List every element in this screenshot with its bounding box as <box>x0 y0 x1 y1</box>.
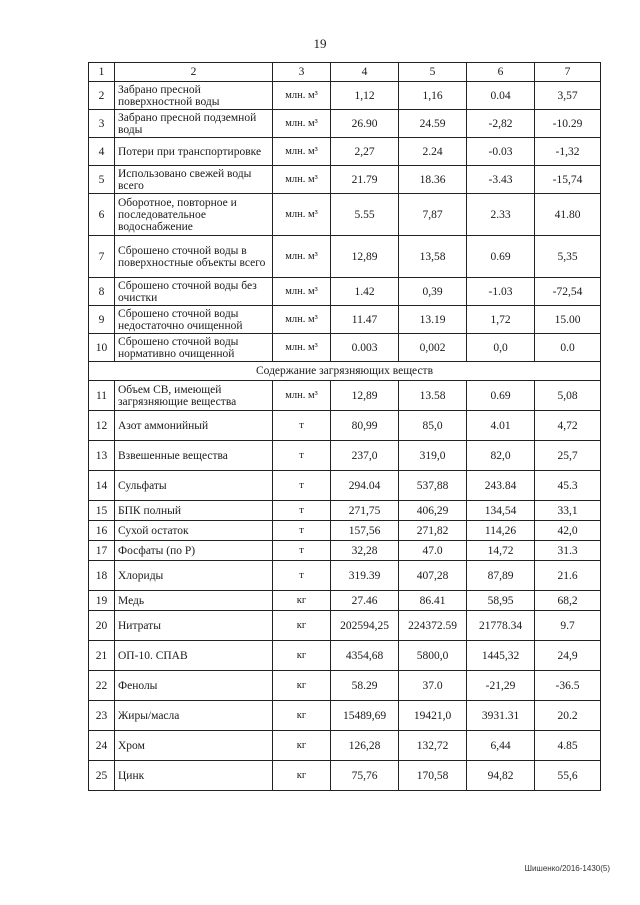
value-col4: 12,89 <box>331 236 399 278</box>
table-row <box>89 236 601 278</box>
value-col5: 13.19 <box>399 306 467 334</box>
table-row <box>89 166 601 194</box>
value-col6: 3931.31 <box>467 701 535 731</box>
unit-cell: т <box>273 561 331 591</box>
value-col5: 271,82 <box>399 521 467 541</box>
value-col6: 114,26 <box>467 521 535 541</box>
table-row <box>89 521 601 541</box>
value-col4: 202594,25 <box>331 611 399 641</box>
indicator-name: Сухой остаток <box>115 521 273 541</box>
unit-cell: т <box>273 541 331 561</box>
value-col6: 0.69 <box>467 236 535 278</box>
footer-code: Шишенко/2016-1430(5) <box>524 864 610 873</box>
indicator-name: Забрано пресной подземной воды <box>115 110 273 138</box>
value-col7: 45.3 <box>535 471 601 501</box>
value-col6: -1.03 <box>467 278 535 306</box>
value-col7: 21.6 <box>535 561 601 591</box>
table-row <box>89 138 601 166</box>
row-number: 14 <box>89 471 115 501</box>
row-number: 3 <box>89 110 115 138</box>
row-number: 11 <box>89 381 115 411</box>
value-col5: 537,88 <box>399 471 467 501</box>
table-row <box>89 501 601 521</box>
unit-cell: млн. м³ <box>273 82 331 110</box>
header-cell: 6 <box>467 63 535 82</box>
value-col4: 4354,68 <box>331 641 399 671</box>
value-col4: 27.46 <box>331 591 399 611</box>
value-col4: 58.29 <box>331 671 399 701</box>
row-number: 20 <box>89 611 115 641</box>
table-row <box>89 641 601 671</box>
row-number: 13 <box>89 441 115 471</box>
value-col4: 75,76 <box>331 761 399 791</box>
indicator-name: БПК полный <box>115 501 273 521</box>
row-number: 15 <box>89 501 115 521</box>
value-col7: -1,32 <box>535 138 601 166</box>
value-col7: 42,0 <box>535 521 601 541</box>
value-col6: 14,72 <box>467 541 535 561</box>
unit-cell: млн. м³ <box>273 194 331 236</box>
value-col7: 5,08 <box>535 381 601 411</box>
value-col5: 132,72 <box>399 731 467 761</box>
value-col6: 21778.34 <box>467 611 535 641</box>
row-number: 22 <box>89 671 115 701</box>
unit-cell: млн. м³ <box>273 381 331 411</box>
indicator-name: Сброшено сточной воды в поверхностные объекты всего <box>115 236 273 278</box>
value-col7: -72,54 <box>535 278 601 306</box>
table-row <box>89 82 601 110</box>
indicator-name: Сброшено сточной воды без очистки <box>115 278 273 306</box>
header-cell: 4 <box>331 63 399 82</box>
value-col4: 319.39 <box>331 561 399 591</box>
value-col4: 2,27 <box>331 138 399 166</box>
value-col6: 6,44 <box>467 731 535 761</box>
unit-cell: кг <box>273 591 331 611</box>
header-cell: 2 <box>115 63 273 82</box>
unit-cell: млн. м³ <box>273 110 331 138</box>
row-number: 9 <box>89 306 115 334</box>
indicator-name: Сульфаты <box>115 471 273 501</box>
table-row <box>89 278 601 306</box>
table-row <box>89 306 601 334</box>
page-number: 19 <box>313 36 327 51</box>
header-cell: 3 <box>273 63 331 82</box>
value-col4: 126,28 <box>331 731 399 761</box>
value-col5: 224372.59 <box>399 611 467 641</box>
value-col6: 2.33 <box>467 194 535 236</box>
value-col4: 21.79 <box>331 166 399 194</box>
indicator-name: Взвешенные вещества <box>115 441 273 471</box>
value-col6: 1445,32 <box>467 641 535 671</box>
value-col6: 0,0 <box>467 334 535 362</box>
unit-cell: млн. м³ <box>273 166 331 194</box>
indicator-name: ОП-10. СПАВ <box>115 641 273 671</box>
value-col4: 271,75 <box>331 501 399 521</box>
row-number: 17 <box>89 541 115 561</box>
value-col4: 294.04 <box>331 471 399 501</box>
indicator-name: Нитраты <box>115 611 273 641</box>
value-col7: -15,74 <box>535 166 601 194</box>
indicator-name: Медь <box>115 591 273 611</box>
value-col7: 55,6 <box>535 761 601 791</box>
value-col4: 0.003 <box>331 334 399 362</box>
value-col7: 4,72 <box>535 411 601 441</box>
row-number: 10 <box>89 334 115 362</box>
indicator-name: Цинк <box>115 761 273 791</box>
unit-cell: т <box>273 441 331 471</box>
table-header-row <box>89 63 601 82</box>
unit-cell: т <box>273 501 331 521</box>
value-col6: 82,0 <box>467 441 535 471</box>
header-cell: 1 <box>89 63 115 82</box>
table-row <box>89 671 601 701</box>
value-col6: 243.84 <box>467 471 535 501</box>
indicator-name: Фосфаты (по Р) <box>115 541 273 561</box>
value-col5: 2.24 <box>399 138 467 166</box>
value-col6: -3.43 <box>467 166 535 194</box>
table-row <box>89 441 601 471</box>
value-col5: 13.58 <box>399 381 467 411</box>
indicator-name: Хром <box>115 731 273 761</box>
indicator-name: Сброшено сточной воды нормативно очищенной <box>115 334 273 362</box>
value-col6: 0.69 <box>467 381 535 411</box>
value-col7: 20.2 <box>535 701 601 731</box>
value-col6: 87,89 <box>467 561 535 591</box>
value-col7: 5,35 <box>535 236 601 278</box>
table-row <box>89 541 601 561</box>
value-col4: 11.47 <box>331 306 399 334</box>
value-col6: 4.01 <box>467 411 535 441</box>
value-col7: 4.85 <box>535 731 601 761</box>
table-row <box>89 611 601 641</box>
table-row <box>89 471 601 501</box>
value-col7: 33,1 <box>535 501 601 521</box>
indicator-name: Потери при транспортировке <box>115 138 273 166</box>
indicator-name: Фенолы <box>115 671 273 701</box>
value-col5: 47.0 <box>399 541 467 561</box>
value-col4: 1,12 <box>331 82 399 110</box>
section-title-row <box>89 362 601 381</box>
row-number: 5 <box>89 166 115 194</box>
value-col7: 24,9 <box>535 641 601 671</box>
table-row <box>89 561 601 591</box>
indicator-name: Жиры/масла <box>115 701 273 731</box>
value-col5: 0,39 <box>399 278 467 306</box>
unit-cell: кг <box>273 731 331 761</box>
row-number: 6 <box>89 194 115 236</box>
value-col5: 319,0 <box>399 441 467 471</box>
table-row <box>89 334 601 362</box>
value-col7: 3,57 <box>535 82 601 110</box>
indicator-name: Оборотное, повторное и последовательное водоснабжение <box>115 194 273 236</box>
row-number: 4 <box>89 138 115 166</box>
value-col4: 237,0 <box>331 441 399 471</box>
indicator-name: Сброшено сточной воды недостаточно очищенной <box>115 306 273 334</box>
unit-cell: кг <box>273 641 331 671</box>
value-col5: 5800,0 <box>399 641 467 671</box>
value-col5: 7,87 <box>399 194 467 236</box>
value-col6: 134,54 <box>467 501 535 521</box>
unit-cell: млн. м³ <box>273 278 331 306</box>
value-col4: 26.90 <box>331 110 399 138</box>
value-col6: -2,82 <box>467 110 535 138</box>
unit-cell: кг <box>273 701 331 731</box>
unit-cell: млн. м³ <box>273 138 331 166</box>
value-col6: 0.04 <box>467 82 535 110</box>
value-col5: 19421,0 <box>399 701 467 731</box>
table-row <box>89 761 601 791</box>
row-number: 19 <box>89 591 115 611</box>
value-col4: 5.55 <box>331 194 399 236</box>
value-col5: 24.59 <box>399 110 467 138</box>
row-number: 2 <box>89 82 115 110</box>
row-number: 16 <box>89 521 115 541</box>
value-col4: 80,99 <box>331 411 399 441</box>
value-col5: 18.36 <box>399 166 467 194</box>
value-col5: 170,58 <box>399 761 467 791</box>
indicator-name: Хлориды <box>115 561 273 591</box>
value-col7: -10.29 <box>535 110 601 138</box>
unit-cell: кг <box>273 671 331 701</box>
table-row <box>89 411 601 441</box>
value-col5: 406,29 <box>399 501 467 521</box>
value-col6: 1,72 <box>467 306 535 334</box>
value-col7: 41.80 <box>535 194 601 236</box>
indicator-name: Азот аммонийный <box>115 411 273 441</box>
value-col4: 12,89 <box>331 381 399 411</box>
value-col5: 407,28 <box>399 561 467 591</box>
table-row <box>89 381 601 411</box>
value-col7: 68,2 <box>535 591 601 611</box>
unit-cell: кг <box>273 611 331 641</box>
header-cell: 5 <box>399 63 467 82</box>
value-col4: 157,56 <box>331 521 399 541</box>
row-number: 18 <box>89 561 115 591</box>
table-row <box>89 110 601 138</box>
value-col7: 9.7 <box>535 611 601 641</box>
value-col4: 1.42 <box>331 278 399 306</box>
value-col7: -36.5 <box>535 671 601 701</box>
value-col5: 37.0 <box>399 671 467 701</box>
value-col6: 94,82 <box>467 761 535 791</box>
table-row <box>89 591 601 611</box>
header-cell: 7 <box>535 63 601 82</box>
value-col4: 32,28 <box>331 541 399 561</box>
indicator-name: Использовано свежей воды всего <box>115 166 273 194</box>
unit-cell: т <box>273 471 331 501</box>
value-col7: 25,7 <box>535 441 601 471</box>
row-number: 7 <box>89 236 115 278</box>
unit-cell: т <box>273 521 331 541</box>
table-row <box>89 701 601 731</box>
table-row <box>89 194 601 236</box>
value-col6: 58,95 <box>467 591 535 611</box>
indicator-name: Забрано пресной поверхностной воды <box>115 82 273 110</box>
unit-cell: т <box>273 411 331 441</box>
unit-cell: млн. м³ <box>273 306 331 334</box>
row-number: 12 <box>89 411 115 441</box>
value-col5: 85,0 <box>399 411 467 441</box>
section-title: Содержание загрязняющих веществ <box>89 362 601 381</box>
row-number: 24 <box>89 731 115 761</box>
row-number: 21 <box>89 641 115 671</box>
unit-cell: млн. м³ <box>273 334 331 362</box>
indicator-name: Объем СВ, имеющей загрязняющие вещества <box>115 381 273 411</box>
row-number: 23 <box>89 701 115 731</box>
value-col7: 31.3 <box>535 541 601 561</box>
row-number: 25 <box>89 761 115 791</box>
row-number: 8 <box>89 278 115 306</box>
unit-cell: млн. м³ <box>273 236 331 278</box>
value-col5: 1,16 <box>399 82 467 110</box>
water-use-table <box>88 62 601 791</box>
value-col6: -21,29 <box>467 671 535 701</box>
value-col5: 86.41 <box>399 591 467 611</box>
value-col7: 0.0 <box>535 334 601 362</box>
value-col4: 15489,69 <box>331 701 399 731</box>
value-col5: 13,58 <box>399 236 467 278</box>
unit-cell: кг <box>273 761 331 791</box>
value-col7: 15.00 <box>535 306 601 334</box>
table-row <box>89 731 601 761</box>
value-col5: 0,002 <box>399 334 467 362</box>
value-col6: -0.03 <box>467 138 535 166</box>
